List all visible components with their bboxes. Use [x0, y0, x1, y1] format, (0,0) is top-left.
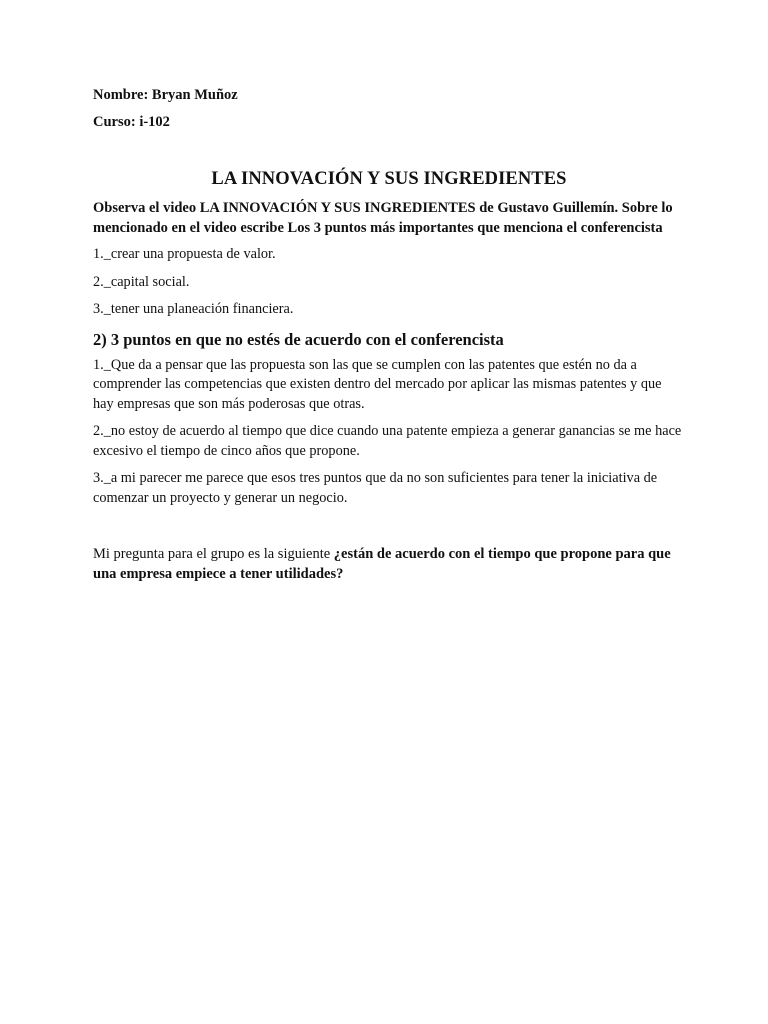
document-page — [93, 86, 685, 584]
section-heading: 2) 3 puntos en que no estés de acuerdo con el conferencista — [93, 329, 504, 349]
list-item: 1._crear una propuesta de valor. — [93, 246, 276, 262]
question-prefix: Mi pregunta para el grupo es la siguiente — [93, 546, 334, 562]
important-points-list — [93, 245, 685, 320]
student-name-line: Nombre: Bryan Muñoz — [93, 87, 238, 103]
list-item: 3._a mi parecer me parece que esos tres puntos que da no son suficientes para tener la iniciativa de comenzar un proyecto y generar un negocio. — [93, 470, 658, 506]
instructions-paragraph: Observa el video LA INNOVACIÓN Y SUS INGREDIENTES de Gustavo Guillemín. Sobre lo mencionado en el video escribe Los 3 puntos más importantes que menciona el conferencista — [93, 200, 673, 236]
question-text: ¿están de acuerdo con el tiempo que propone para que una empresa empiece a tener utilidades? — [93, 546, 671, 582]
course-line: Curso: i-102 — [93, 114, 170, 130]
list-item: 1._Que da a pensar que las propuesta son las que se cumplen con las patentes que estén no da a comprender las competencias que existen dentro del mercado por aplicar las mismas patentes y que hay empresas que son más poderosas que otras. — [93, 356, 662, 412]
document-title: LA INNOVACIÓN Y SUS INGREDIENTES — [211, 169, 567, 189]
group-question — [93, 545, 685, 584]
list-item: 3._tener una planeación financiera. — [93, 301, 294, 317]
disagreement-points-list — [93, 356, 685, 509]
list-item: 2._no estoy de acuerdo al tiempo que dice cuando una patente empieza a generar ganancias se me hace excesivo el tiempo de cinco años que propone. — [93, 423, 682, 459]
list-item: 2._capital social. — [93, 273, 190, 290]
